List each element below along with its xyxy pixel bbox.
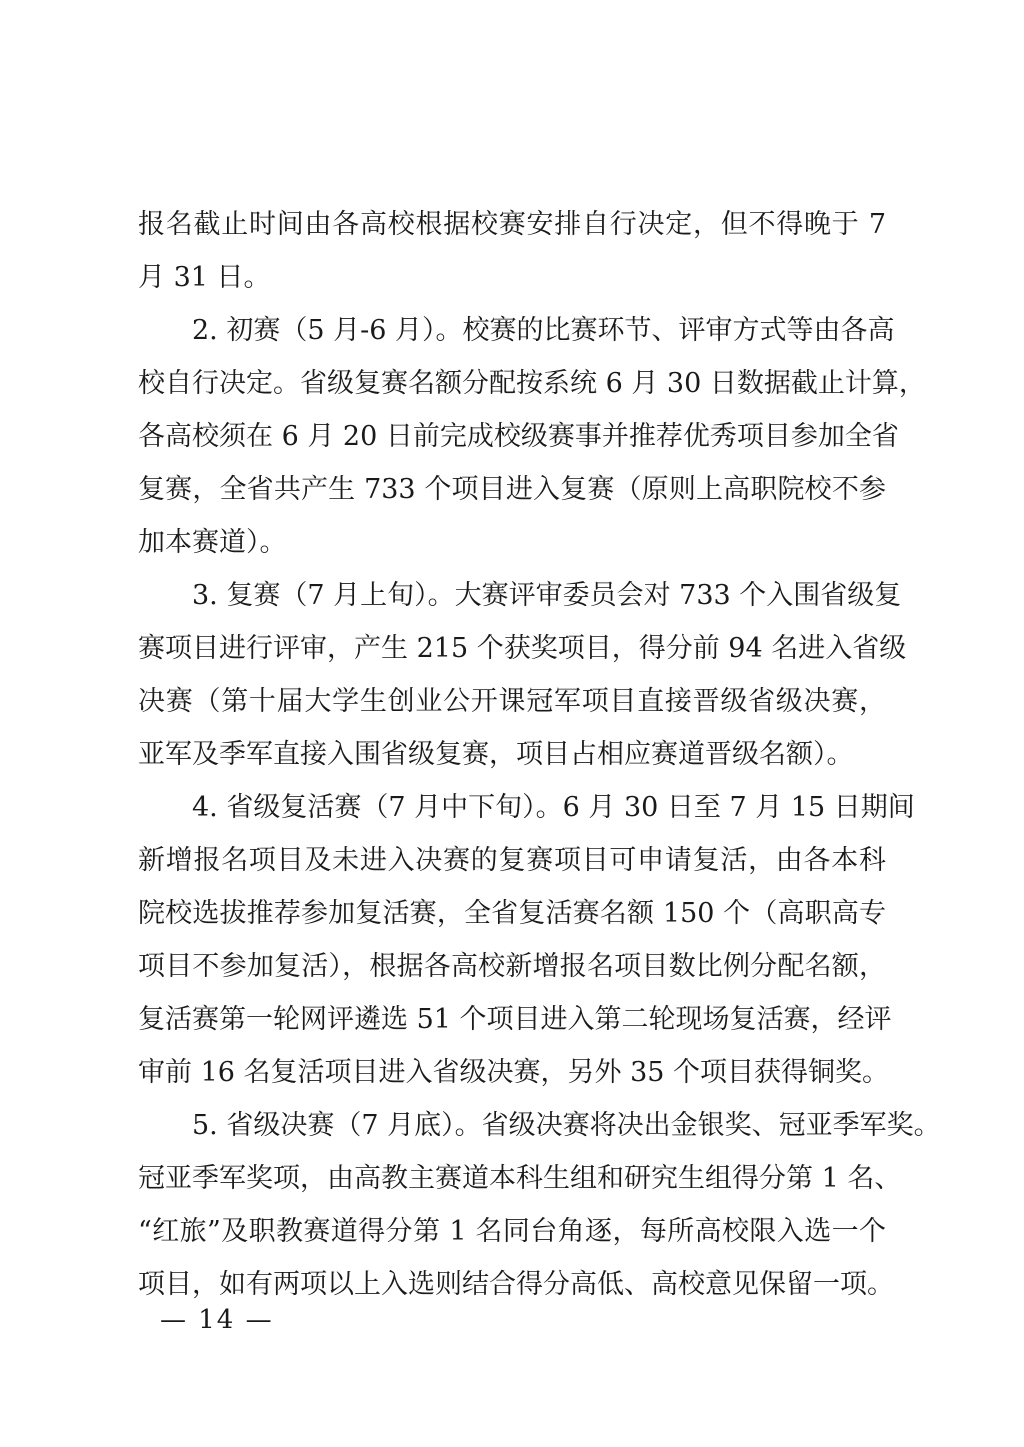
text-line: 月 31 日。 <box>138 262 271 293</box>
text-line: 决赛（第十届大学生创业公开课冠军项目直接晋级省级决赛， <box>138 686 886 717</box>
text-line: 4. 省级复活赛（7 月中下旬）。6 月 30 日至 7 月 15 日期间 <box>192 792 915 823</box>
text-line: 各高校须在 6 月 20 日前完成校级赛事并推荐优秀项目参加全省 <box>138 421 899 452</box>
text-line: “红旅”及职教赛道得分第 1 名同台角逐，每所高校限入选一个 <box>138 1216 886 1247</box>
text-line: 新增报名项目及未进入决赛的复赛项目可申请复活，由各本科 <box>138 845 886 876</box>
text-line: 2. 初赛（5 月-6 月）。校赛的比赛环节、评审方式等由各高 <box>192 315 895 346</box>
text-line: 报名截止时间由各高校根据校赛安排自行决定，但不得晚于 7 <box>138 209 886 240</box>
text-line: 审前 16 名复活项目进入省级决赛，另外 35 个项目获得铜奖。 <box>138 1057 890 1088</box>
text-line: 项目不参加复活），根据各高校新增报名项目数比例分配名额， <box>138 951 886 982</box>
text-line: 项目，如有两项以上入选则结合得分高低、高校意见保留一项。 <box>138 1269 894 1300</box>
text-line: 冠亚季军奖项，由高教主赛道本科生组和研究生组得分第 1 名、 <box>138 1163 902 1194</box>
body-text <box>138 198 941 1311</box>
text-line: 复赛，全省共产生 733 个项目进入复赛（原则上高职院校不参 <box>138 474 886 505</box>
text-line: 3. 复赛（7 月上旬）。大赛评审委员会对 733 个入围省级复 <box>192 580 902 611</box>
text-line: 赛项目进行评审，产生 215 个获奖项目，得分前 94 名进入省级 <box>138 633 907 664</box>
text-line: 复活赛第一轮网评遴选 51 个项目进入第二轮现场复活赛，经评 <box>138 1004 892 1035</box>
text-line: 5. 省级决赛（7 月底）。省级决赛将决出金银奖、冠亚季军奖。 <box>192 1110 941 1141</box>
text-line: 院校选拔推荐参加复活赛，全省复活赛名额 150 个（高职高专 <box>138 898 886 929</box>
text-line: 加本赛道）。 <box>138 527 287 558</box>
text-line: 校自行决定。省级复赛名额分配按系统 6 月 30 日数据截止计算， <box>138 368 926 399</box>
page-number: — 14 — <box>160 1305 274 1335</box>
text-line: 亚军及季军直接入围省级复赛，项目占相应赛道晋级名额）。 <box>138 739 854 770</box>
